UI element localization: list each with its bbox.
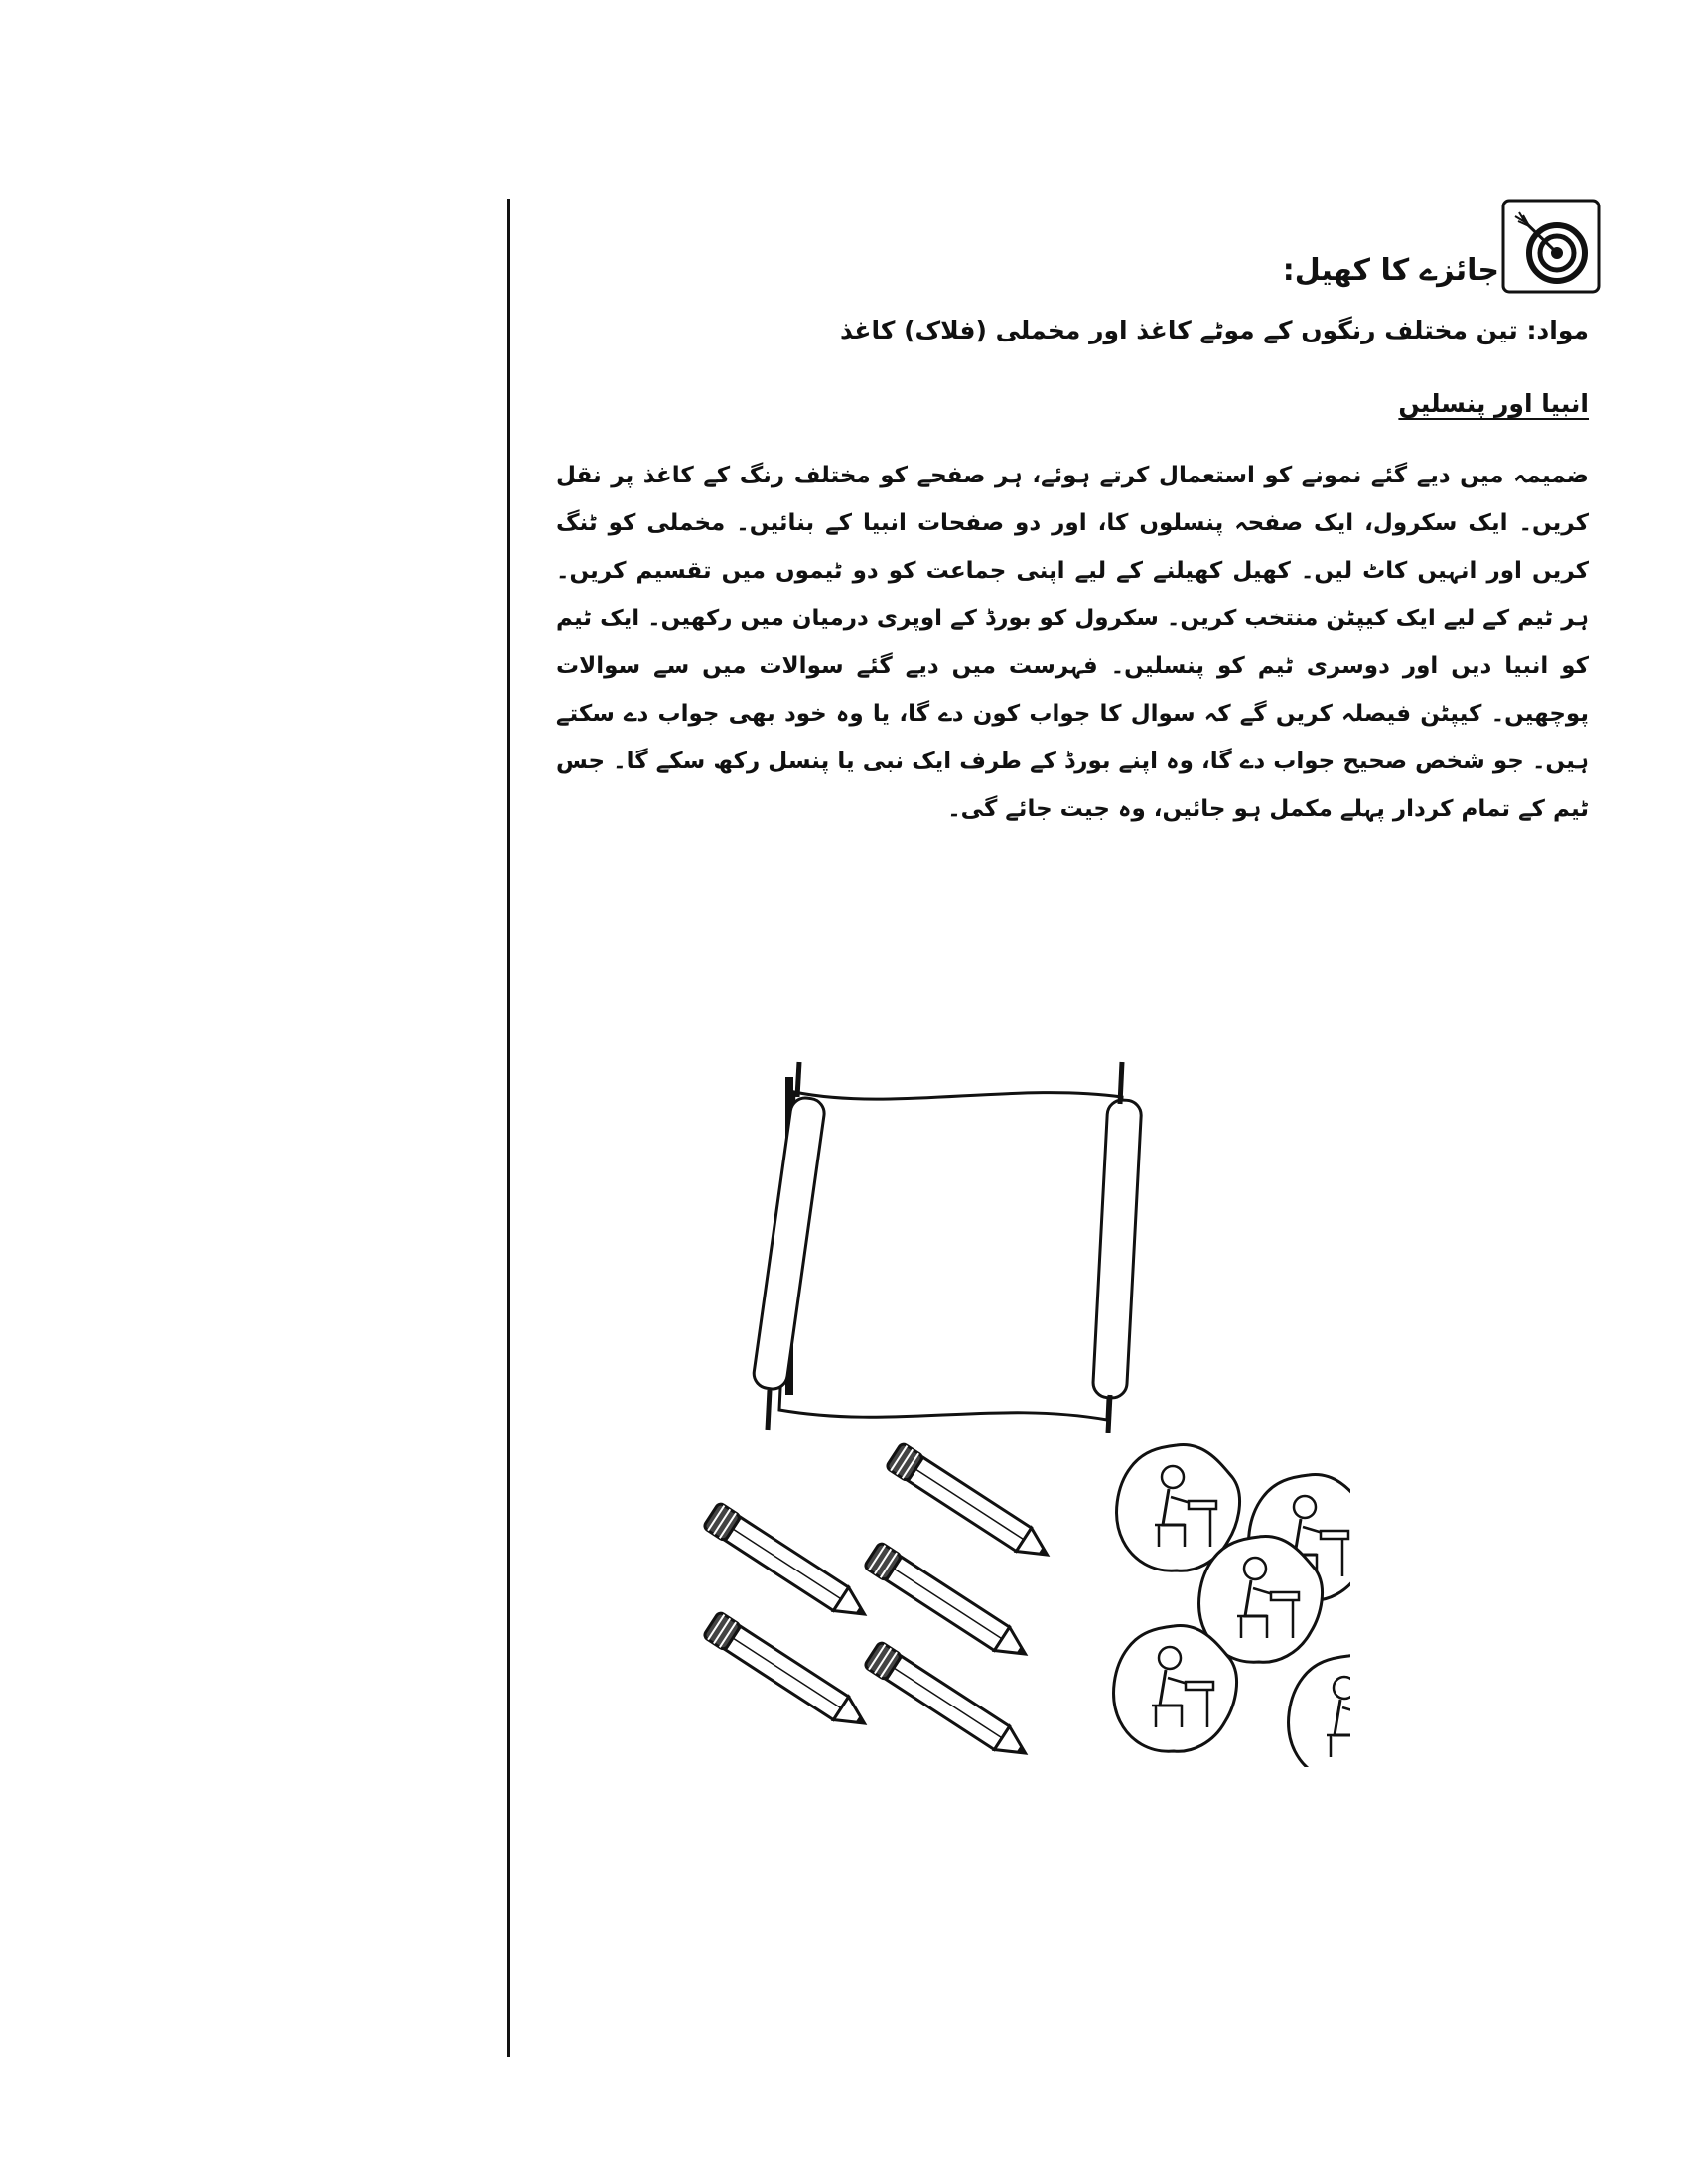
margin-rule <box>507 199 510 2057</box>
game-illustration <box>695 1052 1350 1767</box>
scroll-illustration <box>752 1062 1142 1433</box>
figure-5 <box>1114 1626 1237 1752</box>
materials-line: مواد: تین مختلف رنگوں کے موٹے کاغذ اور مخملی (فلاک) کاغذ <box>839 316 1589 344</box>
activity-title: جائزے کا کھیل: <box>1282 253 1499 288</box>
target-dart-icon <box>1501 199 1601 294</box>
activity-subtitle: انبیا اور پنسلیں <box>1398 389 1589 418</box>
figure-6 <box>1289 1656 1350 1767</box>
pencil-4 <box>703 1611 873 1735</box>
pencil-1 <box>886 1442 1055 1567</box>
pencil-2 <box>703 1502 873 1626</box>
instructions-paragraph: ضمیمہ میں دیے گئے نمونے کو استعمال کرتے ہوئے، ہر صفحے کو مختلف رنگ کے کاغذ پر نقل کریں۔ ایک سکرول، ایک صفحہ پنسلوں کا، اور دو صفحات انبیا کے بنائیں۔ مخملی کو ٹنگ کریں اور انہیں کاٹ لیں۔ کھیل کھیلنے کے لیے اپنی جماعت کو دو ٹیموں میں تقسیم کریں۔ ہر ٹیم کے لیے ایک کیپٹن منتخب کریں۔ سکرول کو بورڈ کے اوپری درمیان میں رکھیں۔ ایک ٹیم کو انبیا دیں اور دوسری ٹیم کو پنسلیں۔ فہرست میں دیے گئے سوالات میں سے سوالات پوچھیں۔ کیپٹن فیصلہ کریں گے کہ سوال کا جواب کون دے گا، یا وہ خود بھی جواب دے سکتے ہیں۔ جو شخص صحیح جواب دے گا، وہ اپنے بورڈ کے طرف ایک نبی یا پنسل رکھ سکے گا۔ جس ٹیم کے تمام کردار پہلے مکمل ہو جائیں، وہ جیت جائے گی۔ <box>556 463 1589 822</box>
pencil-5 <box>864 1641 1034 1765</box>
